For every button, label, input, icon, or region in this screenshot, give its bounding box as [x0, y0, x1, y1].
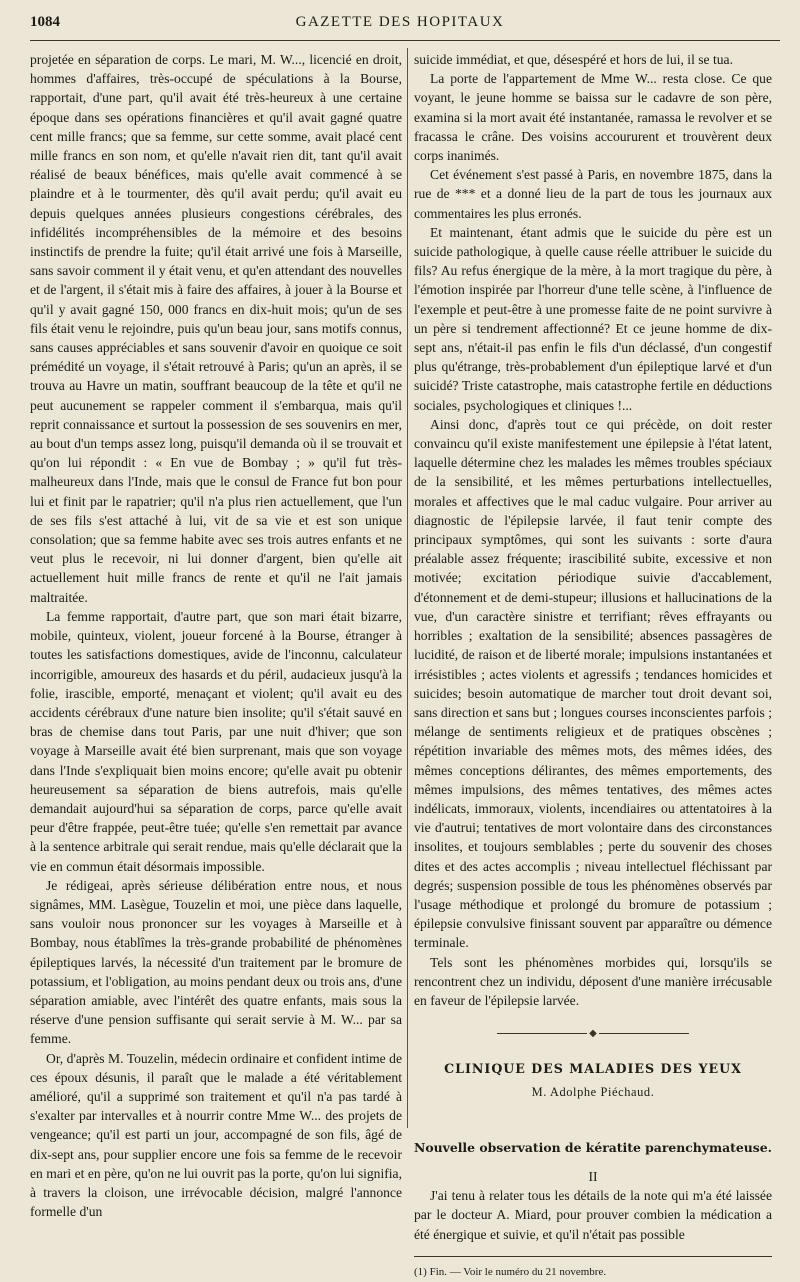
paragraph: Tels sont les phénomènes morbides qui, lorsqu'ils se rencontrent chez un individu, déposent d'une manière irrécusable en faveur de l'épilepsie larvée.: [414, 954, 772, 1008]
right-column: [414, 50, 772, 1282]
part-number: II: [588, 1168, 598, 1184]
footnote: (1) Fin. — Voir le numéro du 21 novembre.: [414, 1265, 607, 1278]
paragraph: La porte de l'appartement de Mme W... resta close. Ce que voyant, le jeune homme se baissa sur le cadavre de son père, examina si la mort avait été instantanée, ramassa le revolver et se fracassa le crâne. Des voisins accoururent et trouvèrent deux corps inanimés.: [414, 71, 772, 164]
paragraph: Or, d'après M. Touzelin, médecin ordinaire et confident intime de ces époux désunis, il paraît que le malade a été véritablement amélioré, qu'il a supprimé son traitement et qu'il n'a pas tardé à s'exalter par intervalles et à nourrir contre Mme W... des projets de vengeance; qu'il est parti un jour, accompagné de son fils, âgé de dix-sept ans, pour supplier encore une fois sa femme de le recevoir en mari et en père, qu'on ne lui ouvrit pas la porte, qu'on lui signifia, à travers la cloison, une irrévocable décision, malgré l'annonce formelle d'un: [30, 1050, 402, 1220]
article-subtitle: Nouvelle observation de kératite parenchymateuse.: [414, 1139, 772, 1155]
paragraph: Ainsi donc, d'après tout ce qui précède, on doit rester convaincu qu'il existe manifestement une épilepsie à l'état latent, laquelle détermine chez les malades les mêmes troubles spéciaux de la sensibilité, et les mêmes perturbations intellectuelles, morales et affectives que le mal caduc vulgaire. Pour arriver au diagnostic de l'épilepsie larvée, il faut tenir compte des principaux symptômes, qui sont les suivants : sorte d'aura préalable assez fréquente; irascibilité subite, excessive et non motivée; excitation périodique suivie d'accablement, d'étonnement et de demi-stupeur; illusions et hallucinations de la vue, d'un caractère sinistre et terrifiant; rêves effrayants ou horribles ; exaltation de la sensibilité; absences passagères de lucidité, de raison et de liberté morale; impulsions instantanées et irrésistibles ; actes violents et agressifs ; tendances homicides et suicides; besoin automatique de marcher tout droit devant soi, sans direction et sans but ; longues courses inconscientes parfois ; mélange de sentiments religieux et de pratiques obscènes ; répétition invariable des mêmes mots, des mêmes idées, des mêmes conceptions délirantes, des mêmes emportements, des mêmes impulsions, des mêmes tentatives, des mêmes actes indélicats, immoraux, violents, incendiaires ou attentatoires à la vie d'autrui; tentatives de mort volontaire dans des circonstances insolites, et toujours semblables ; perte du souvenir des choses dites et des actes accomplis ; niveau intellectuel fléchissant par degrés; suspension possible de tous les phénomènes observés par l'usage méthodique et prolongé du bromure de potassium ; épilepsie convulsive finissant souvent par apparaître ou démence terminale.: [414, 416, 772, 951]
section-author: M. Adolphe Piéchaud.: [531, 1084, 655, 1099]
paragraph: J'ai tenu à relater tous les détails de la note qui m'a été laissée par le docteur A. Miard, pour prouver combien la médication a été énergique et suivie, et qu'il n'était pas possible: [414, 1188, 772, 1242]
section-ornament: ◆: [414, 1024, 772, 1043]
page-number: 1084: [30, 14, 60, 30]
paragraph: Je rédigeai, après sérieuse délibération entre nous, et nous signâmes, MM. Lasègue, Touzelin et moi, une pièce dans laquelle, sans vouloir nous prononcer sur les voyages à Marseille et à Bombay, nous établîmes la très-grande probabilité de phénomènes épileptiques larvés, la nécessité d'un traitement par le bromure de potassium, et l'obligation, au moins pendant deux ou trois ans, d'une séparation amiable, avec l'intérêt des quatre enfants, mais sous la réserve d'une pension suffisante qui serait servie à M. W... par sa femme.: [30, 877, 402, 1047]
footnote-rule: [414, 1256, 772, 1257]
column-divider: [407, 48, 408, 1128]
paragraph: Et maintenant, étant admis que le suicide du père est un suicide pathologique, à quelle cause réelle attribuer le suicide du fils? Au refus énergique de la mère, à la mort tragique du père, à l'émotion inspirée par l'horreur d'une telle scène, à l'influence de l'exemple et peut-être à une promesse faite de ne point survivre à un père si tendrement affectionné? Et ce jeune homme de dix-sept ans, n'était-il pas enfin le fils d'un déclassé, d'un congestif plus qu'étrange, très-probablement d'un épileptique larvé et d'un suicidé? Triste catastrophe, mais catastrophe fertile en déductions sociales, psychologiques et cliniques !...: [414, 224, 772, 413]
running-head: [0, 0, 800, 44]
left-column: [30, 50, 402, 1221]
paragraph: suicide immédiat, et que, désespéré et hors de lui, il se tua.: [414, 52, 733, 67]
journal-title: GAZETTE DES HOPITAUX: [295, 14, 505, 30]
paragraph: La femme rapportait, d'autre part, que son mari était bizarre, mobile, quinteux, violent, joueur forcené à la Bourse, étranger à toutes les satisfactions domestiques, avide de l'inconnu, calculateur incorrigible, amoureux des hasards et du péril, audacieux jusqu'à la folie, irascible, emporté, menaçant et violent; qu'il avait eu des accidents cérébraux d'une nature bien insolite; qu'il s'était sauvé en bras de chemise dans tout Paris, par une nuit d'hiver; que son voyage à Marseille avait été bien surprenant, mais que son voyage dans l'Inde s'expliquait bien moins encore; qu'elle avait pu obtenir heureusement sa séparation de biens autrefois, mais qu'elle demandait aujourd'hui sa séparation de corps, parce qu'elle avait peur d'être frappée, peut-être tuée; qu'elle s'en remettait par avance à la sentence arbitrale qui serait rendue, mais qu'elle déclarait que la vie en commun était désormais impossible.: [30, 608, 402, 874]
paragraph: Cet événement s'est passé à Paris, en novembre 1875, dans la rue de *** et a donné lieu de la part de tous les journaux aux commentaires les plus erronés.: [414, 167, 772, 221]
header-rule: [30, 40, 780, 41]
paragraph: projetée en séparation de corps. Le mari, M. W..., licencié en droit, hommes d'affaires, très-occupé de spéculations à la Bourse, rapportait, d'une part, qu'il avait été très-heureux à une certaine époque dans ses opérations financières et qu'il avait gagné quatre cent mille francs; que sa femme, sur cette somme, avait placé cent mille francs en son nom, et qu'elle n'avait rien dit, tant qu'il avait réalisé de beaux bénéfices, mais qu'elle avait commencé à se plaindre et à le tourmenter, dès qu'il avait perdu; qu'il avait eu depuis quelques années plusieurs congestions cérébrales, des infidélités incompréhensibles de la mémoire et des besoins instinctifs de prendre la fuite; qu'il était arrivé une fois à Marseille, sans savoir comment il y était venu, et qu'en attendant des nouvelles et de l'argent, il s'était mis à faire des affaires, à jouer à la Bourse et qu'il y avait gagné 150, 000 francs en dix-huit mois; qu'un de ses fils était venu le rejoindre, puis qu'un beau jour, sans motifs connus, sans causes appréciables et sans souvenir d'avoir en quoique ce soit prémédité un voyage, il s'était retrouvé à Paris; qu'un an après, il se trouva au Havre un matin, souffrant beaucoup de la tête et qu'il ne peut aucunement se rappeler comment il s'embarqua, mais qu'il reprit connaissance et surtout la possession de ses souvenirs en mer, au bout d'un temps assez long, puisqu'il demanda où il se trouvait et qu'on lui répondit : « En vue de Bombay ; » qu'il fut très-malheureux dans l'Inde, mais que le consul de France fut bon pour lui et finit par le rapatrier; qu'il n'a plus rien actuellement, que l'un de ses fils s'est attaché à lui, vit de sa vie et est son unique consolation; que sa femme habite avec ses trois autres enfants et ne veut plus le recevoir, ni lui donner d'argent, bien qu'elle ait actuellement huit mille francs de rente et qu'il ne l'ait jamais maltraitée.: [30, 52, 402, 605]
section-title: CLINIQUE DES MALADIES DES YEUX: [444, 1061, 742, 1077]
